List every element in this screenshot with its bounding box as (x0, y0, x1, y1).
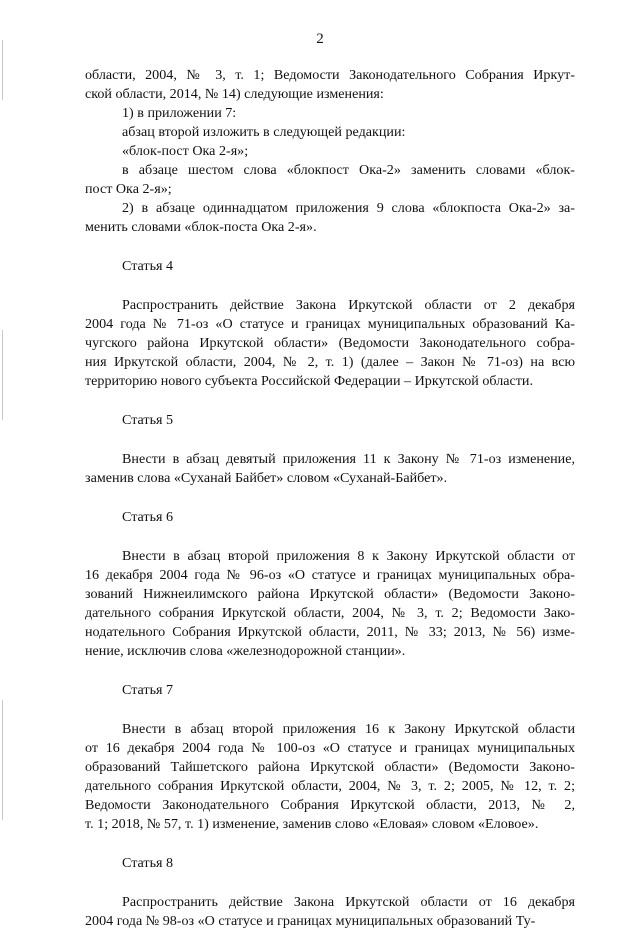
text-line: от 16 декабря 2004 года № 100-оз «О статусе и границах муниципальных (85, 740, 575, 756)
text-line: Внести в абзац второй приложения 16 к Закону Иркутской области (122, 721, 575, 737)
indented-paragraph (85, 104, 575, 161)
scan-edge-mark (2, 700, 3, 820)
paragraph (85, 66, 575, 104)
text-line: территорию нового субъекта Российской Федерации – Иркутской области. (85, 373, 533, 389)
text-line: абзац второй изложить в следующей редакции: (122, 124, 406, 140)
text-line: ской области, 2014, № 14) следующие изменения: (85, 86, 384, 102)
article-heading: Статья 5 (122, 412, 174, 428)
text-line: Распространить действие Закона Иркутской области от 16 декабря (122, 894, 575, 910)
text-line: 2004 года № 71-оз «О статусе и границах муниципальных образований Ка- (85, 316, 575, 332)
article-heading: Статья 4 (122, 258, 174, 274)
text-line: Ведомости Законодательного Собрания Иркутской области, 2013, № 2, (85, 797, 575, 813)
paragraph (85, 547, 575, 661)
text-line: дательного собрания Иркутской области, 2004, № 3, т. 2; Ведомости Зако- (85, 605, 575, 621)
paragraph (85, 199, 575, 237)
text-line: заменив слова «Суханай Байбет» словом «Суханай-Байбет». (85, 470, 448, 486)
article-heading: Статья 6 (122, 509, 174, 525)
text-line: Распространить действие Закона Иркутской области от 2 декабря (122, 297, 575, 313)
text-line: зований Нижнеилимского района Иркутской области» (Ведомости Законо- (85, 586, 575, 602)
text-line: 2) в абзаце одиннадцатом приложения 9 слова «блокпоста Ока-2» за- (122, 200, 575, 216)
text-line: нодательного Собрания Иркутской области, 2011, № 33; 2013, № 56) изме- (85, 624, 575, 640)
text-line: нение, исключив слова «железнодорожной станции». (85, 643, 406, 659)
document-body (85, 66, 575, 931)
text-line: «блок-пост Ока 2-я»; (122, 143, 249, 159)
text-line: чугского района Иркутской области» (Ведомости Законодательного собра- (85, 335, 575, 351)
scan-edge-mark (2, 40, 3, 100)
text-line: 1) в приложении 7: (122, 105, 237, 121)
text-line: Внести в абзац второй приложения 8 к Закону Иркутской области от (122, 548, 575, 564)
text-line: 16 декабря 2004 года № 96-оз «О статусе и границах муниципальных обра- (85, 567, 575, 583)
text-line: 2004 года № 98-оз «О статусе и границах муниципальных образований Ту- (85, 913, 536, 929)
page-number: 2 (316, 31, 324, 47)
text-line: дательного собрания Иркутской области, 2004, № 3, т. 2; 2005, № 12, т. 2; (85, 778, 575, 794)
paragraph (85, 296, 575, 391)
text-line: в абзаце шестом слова «блокпост Ока-2» заменить словами «блок- (122, 162, 575, 178)
text-line: образований Тайшетского района Иркутской области» (Ведомости Законо- (85, 759, 575, 775)
text-line: области, 2004, № 3, т. 1; Ведомости Законодательного Собрания Иркут- (85, 67, 575, 83)
article-heading: Статья 8 (122, 855, 174, 871)
text-line: пост Ока 2-я»; (85, 181, 172, 197)
paragraph (85, 720, 575, 834)
text-line: т. 1; 2018, № 57, т. 1) изменение, заменив слово «Еловая» словом «Еловое». (85, 816, 539, 832)
text-line: Внести в абзац девятый приложения 11 к Закону № 71-оз изменение, (122, 451, 575, 467)
text-line: менить словами «блок-поста Ока 2-я». (85, 219, 317, 235)
paragraph (85, 893, 575, 931)
scan-edge-mark (2, 330, 3, 420)
article-heading: Статья 7 (122, 682, 174, 698)
paragraph (85, 161, 575, 199)
text-line: ния Иркутской области, 2004, № 2, т. 1) (далее – Закон № 71-оз) на всю (85, 354, 575, 370)
paragraph (85, 450, 575, 488)
